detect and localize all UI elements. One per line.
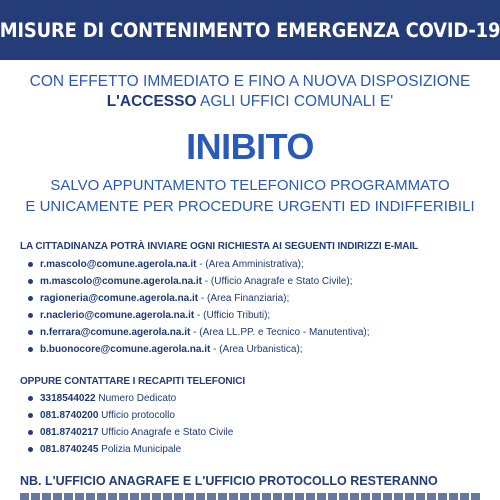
phone-list-item — [28, 424, 233, 441]
condition-line-1: SALVO APPUNTAMENTO TELEFONICO PROGRAMMATO — [50, 177, 450, 194]
conditions-block — [0, 175, 500, 217]
email-list-item — [28, 324, 370, 341]
phone-number[interactable]: 081.8740245 — [40, 444, 99, 455]
email-desc: - (Area Amministrativa); — [196, 259, 304, 270]
email-link[interactable]: r.naclerio@comune.agerola.na.it — [40, 310, 195, 321]
phone-number[interactable]: 081.8740200 — [40, 410, 99, 421]
phone-desc: Ufficio Anagrafe e Stato Civile — [98, 427, 234, 438]
email-link[interactable]: n.ferrara@comune.agerola.na.it — [40, 327, 191, 338]
phone-desc: Polizia Municipale — [98, 444, 182, 455]
phone-list — [28, 390, 233, 458]
email-list — [28, 256, 370, 358]
intro-access-label: L'ACCESSO — [106, 93, 197, 110]
phone-section-title: OPPURE CONTATTARE I RECAPITI TELEFONICI — [20, 376, 245, 387]
intro-block — [0, 72, 500, 112]
email-list-item — [28, 307, 370, 324]
phone-desc: Ufficio protocollo — [98, 410, 175, 421]
intro-offices-label: AGLI UFFICI COMUNALI E' — [196, 93, 394, 110]
phone-list-item — [28, 407, 233, 424]
email-link[interactable]: ragioneria@comune.agerola.na.it — [40, 293, 199, 304]
intro-line-2 — [0, 92, 500, 112]
header-banner — [0, 0, 500, 60]
status-heading: INIBITO — [186, 126, 314, 167]
email-list-item — [28, 273, 370, 290]
email-list-item — [28, 290, 370, 307]
email-link[interactable]: b.buonocore@comune.agerola.na.it — [40, 344, 211, 355]
email-section-title: LA CITTADINANZA POTRÀ INVIARE OGNI RICHIESTA AI SEGUENTI INDIRIZZI E-MAIL — [20, 241, 419, 252]
condition-line-2: E UNICAMENTE PER PROCEDURE URGENTI ED INDIFFERIBILI — [25, 198, 475, 215]
email-list-item — [28, 341, 370, 358]
phone-number[interactable]: 081.8740217 — [40, 427, 99, 438]
page-title: MISURE DI CONTENIMENTO EMERGENZA COVID-19 — [0, 18, 500, 42]
footer-note-title: NB. L'UFFICIO ANAGRAFE E L'UFFICIO PROTOCOLLO RESTERANNO — [20, 474, 438, 488]
email-desc: - (Area Urbanistica); — [210, 344, 303, 355]
phone-list-item — [28, 390, 233, 407]
email-desc: - (Area LL.PP. e Tecnico - Manutentiva); — [190, 327, 370, 338]
intro-line-1: CON EFFETTO IMMEDIATO E FINO A NUOVA DISPOSIZIONE — [29, 73, 471, 90]
cut-off-text-line — [20, 493, 480, 500]
phone-desc: Numero Dedicato — [95, 393, 177, 404]
email-link[interactable]: r.mascolo@comune.agerola.na.it — [40, 259, 197, 270]
phone-list-item — [28, 441, 233, 458]
email-list-item — [28, 256, 370, 273]
email-desc: - (Ufficio Tributi); — [194, 310, 271, 321]
email-link[interactable]: m.mascolo@comune.agerola.na.it — [40, 276, 203, 287]
phone-number[interactable]: 3318544022 — [40, 393, 96, 404]
email-desc: - (Ufficio Anagrafe e Stato Civile); — [202, 276, 353, 287]
email-desc: - (Area Finanziaria); — [198, 293, 290, 304]
